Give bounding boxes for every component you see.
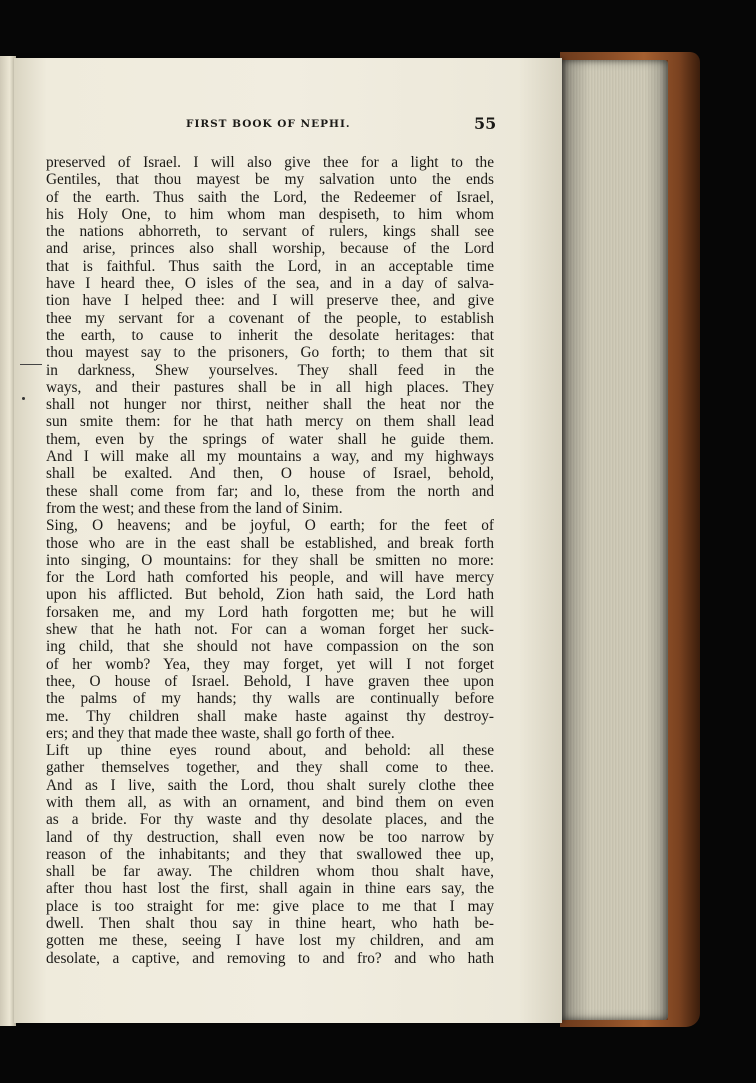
text-line: ing child, that she should not have compassion on the son bbox=[46, 638, 494, 656]
text-line: after thou hast lost the first, shall again in thine ears say, the bbox=[46, 880, 494, 898]
text-line: forsaken me, and my Lord hath forgotten me; but he will bbox=[46, 603, 494, 621]
text-line: into singing, O mountains: for they shall be smitten no more: bbox=[46, 551, 494, 569]
text-line: tion have I helped thee: and I will preserve thee, and give bbox=[46, 292, 494, 310]
text-line: for the Lord hath comforted his people, and will have mercy bbox=[46, 569, 494, 587]
text-line: dwell. Then shalt thou say in thine heart, who hath be- bbox=[46, 915, 494, 933]
text-line: ways, and their pastures shall be in all high places. They bbox=[46, 378, 494, 396]
text-line: thee, O house of Israel. Behold, I have graven thee upon bbox=[46, 672, 494, 690]
text-line: me. Thy children shall make haste against thy destroy- bbox=[46, 707, 494, 725]
running-head: FIRST BOOK OF NEPHI. bbox=[186, 118, 351, 130]
text-line: And as I live, saith the Lord, thou shalt surely clothe thee bbox=[46, 776, 494, 794]
text-line: and arise, princes also shall worship, because of the Lord bbox=[46, 240, 494, 258]
text-line: upon his afflicted. But behold, Zion hath said, the Lord hath bbox=[46, 586, 494, 604]
text-line: with them all, as with an ornament, and bind them on even bbox=[46, 793, 494, 811]
text-line: shew that he hath not. For can a woman forget her suck- bbox=[46, 621, 494, 639]
page-edges bbox=[556, 60, 668, 1020]
text-line: ers; and they that made thee waste, shall go forth of thee. bbox=[46, 724, 395, 742]
text-line: his Holy One, to him whom man despiseth, to him whom bbox=[46, 205, 494, 223]
text-line: shall be far away. The children whom thou shalt have, bbox=[46, 863, 494, 881]
text-line: these shall come from far; and lo, these from the north and bbox=[46, 482, 494, 500]
text-line: gather themselves together, and they shall come to thee. bbox=[46, 759, 494, 777]
text-line: the palms of my hands; thy walls are continually before bbox=[46, 690, 494, 708]
text-line: in darkness, Shew yourselves. They shall feed in the bbox=[46, 361, 494, 379]
margin-dot bbox=[22, 397, 25, 400]
text-line: shall be exalted. And then, O house of Israel, behold, bbox=[46, 465, 494, 483]
text-line: Gentiles, that thou mayest be my salvation unto the ends bbox=[46, 171, 494, 189]
text-line: have I heard thee, O isles of the sea, and in a day of salva- bbox=[46, 275, 494, 293]
text-line: Lift up thine eyes round about, and behold: all these bbox=[46, 742, 494, 760]
text-line: of the earth. Thus saith the Lord, the Redeemer of Israel, bbox=[46, 188, 494, 206]
text-line: them, even by the springs of water shall he guide them. bbox=[46, 430, 494, 448]
text-line: sun smite them: for he that hath mercy on them shall lead bbox=[46, 413, 494, 431]
text-line: gotten me these, seeing I have lost my children, and am bbox=[46, 932, 494, 950]
text-line: of her womb? Yea, they may forget, yet will I not forget bbox=[46, 655, 494, 673]
text-line: shall not hunger nor thirst, neither shall the heat nor the bbox=[46, 396, 494, 414]
text-line: those who are in the east shall be established, and break forth bbox=[46, 534, 494, 552]
text-line: land of thy destruction, shall even now be too narrow by bbox=[46, 828, 494, 846]
text-line: thee my servant for a covenant of the people, to establish bbox=[46, 309, 494, 327]
text-line: thou mayest say to the prisoners, Go forth; to them that sit bbox=[46, 344, 494, 362]
text-line: And I will make all my mountains a way, and my highways bbox=[46, 448, 494, 466]
text-line: the nations abhorreth, to servant of rulers, kings shall see bbox=[46, 223, 494, 241]
text-line: place is too straight for me: give place to me that I may bbox=[46, 897, 494, 915]
text-line: desolate, a captive, and removing to and fro? and who hath bbox=[46, 949, 494, 967]
text-line: Sing, O heavens; and be joyful, O earth; for the feet of bbox=[46, 517, 494, 535]
text-line: reason of the inhabitants; and they that swallowed thee up, bbox=[46, 845, 494, 863]
text-line: as a bride. For thy waste and thy desolate places, and the bbox=[46, 811, 494, 829]
text-line: from the west; and these from the land of Sinim. bbox=[46, 499, 343, 517]
text-line: preserved of Israel. I will also give thee for a light to the bbox=[46, 154, 494, 171]
body-text bbox=[46, 154, 494, 967]
margin-pencil-mark bbox=[20, 364, 42, 365]
page-number: 55 bbox=[474, 114, 497, 133]
text-line: that is faithful. Thus saith the Lord, in an acceptable time bbox=[46, 257, 494, 275]
text-line: the earth, to cause to inherit the desolate heritages: that bbox=[46, 326, 494, 344]
